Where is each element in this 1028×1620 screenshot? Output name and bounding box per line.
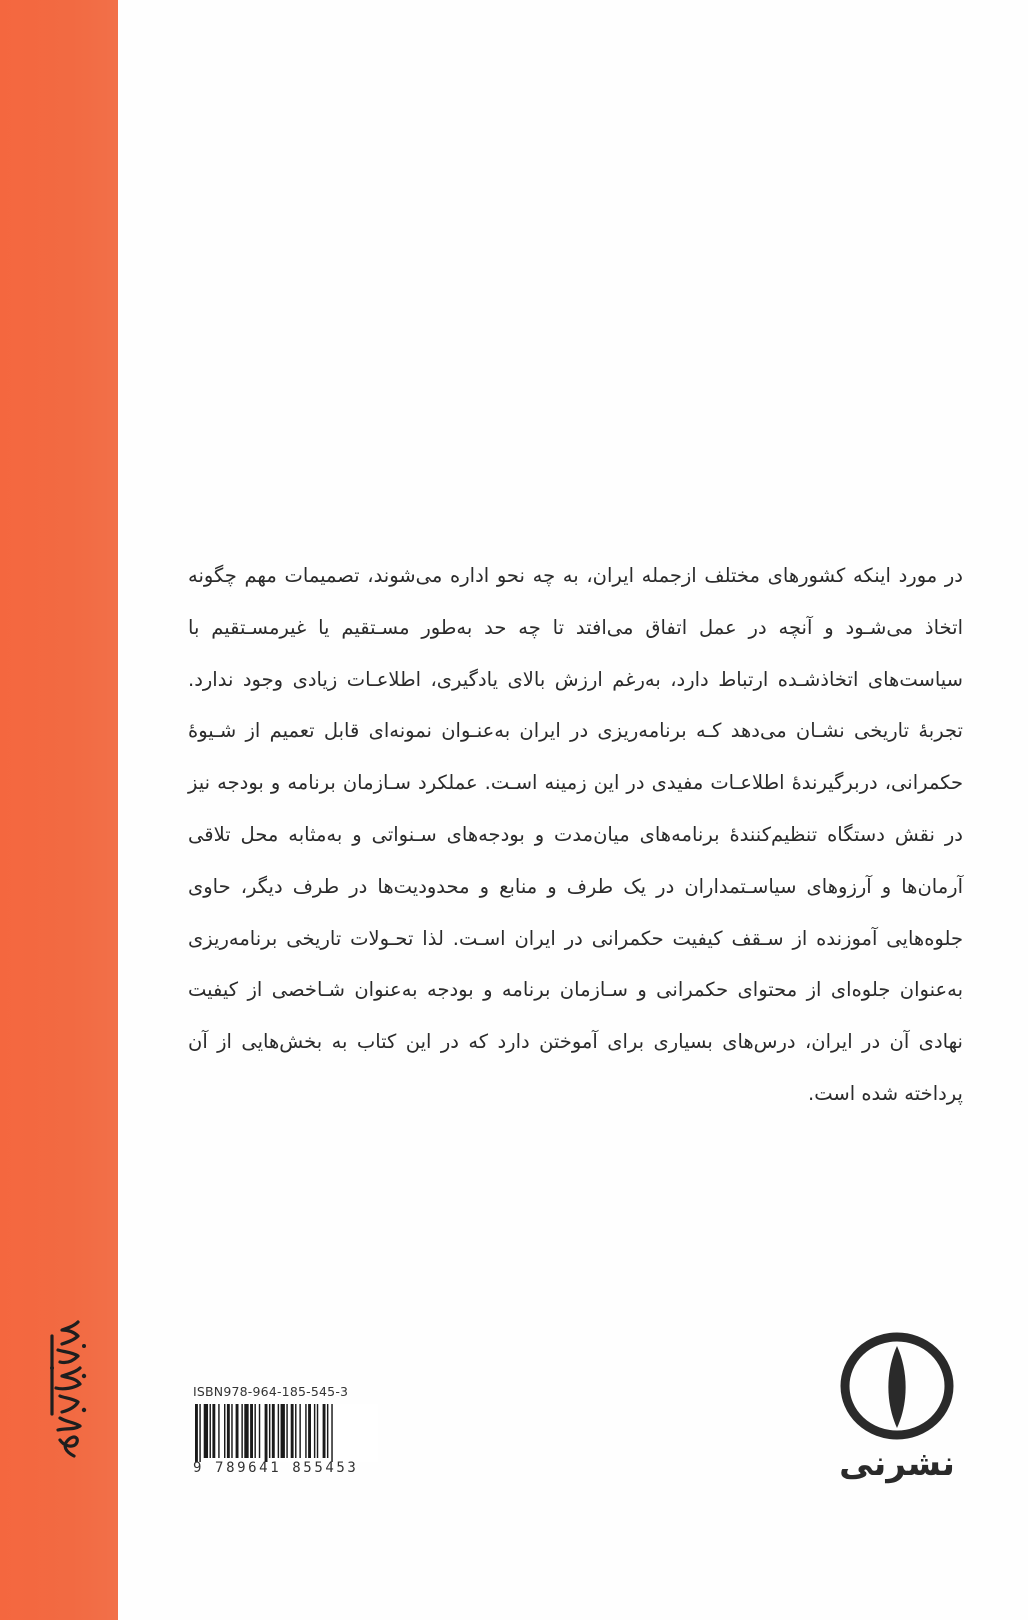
handwritten-signature-icon [44, 1318, 90, 1460]
publisher-logo [822, 1330, 972, 1490]
publisher-name: نشرنی [839, 1444, 955, 1484]
isbn-block [193, 1384, 378, 1479]
back-cover-blurb: در مورد اینکه کشورهای مختلف ازجمله ایران، به چه نحو اداره می‌شوند، تصمیمات مهم چگونه اتخاذ می‌شـود و آنچه در عمل اتفاق می‌افتد تا چه حد به‌طور مسـتقیم یا غیرمسـتقیم با سیاست‌های اتخاذشـده ارتباط دارد، به‌رغم ارزش بالای یادگیری، اطلاعـات زیادی وجود ندارد. تجربۀ تاریخی نشـان می‌دهد کـه برنامه‌ریزی در ایران به‌عنـوان نمونه‌ای قابل تعمیم از شـیوۀ حکمرانی، دربرگیرندۀ اطلاعـات مفیدی در این زمینه اسـت. عملکرد سـازمان برنامه و بودجه نیز در نقش دستگاه تنظیم‌کنندۀ برنامه‌های میان‌مدت و بودجه‌های سـنواتی و به‌مثابه محل تلاقی آرمان‌ها و آرزوهای سیاسـتمداران در یک طرف و منابع و محدودیت‌ها در طرف دیگر، حاوی جلوه‌هایی آموزنده از سـقف کیفیت حکمرانی در ایران اسـت. لذا تحـولات تاریخی برنامه‌ریزی به‌عنوان جلوه‌ای از محتوای حکمرانی و سـازمان برنامه و بودجه به‌عنوان شـاخصی از کیفیت نهادی آن در ایران، درس‌های بسیاری برای آموختن دارد که در این کتاب به بخش‌هایی از آن پرداخته شده است. [188, 564, 963, 1105]
isbn-digits: 9 789641 855453 [193, 1460, 359, 1476]
leaf-in-oval-icon [836, 1330, 958, 1446]
barcode-icon [193, 1404, 378, 1462]
isbn-label: ISBN978-964-185-545-3 [193, 1384, 349, 1399]
